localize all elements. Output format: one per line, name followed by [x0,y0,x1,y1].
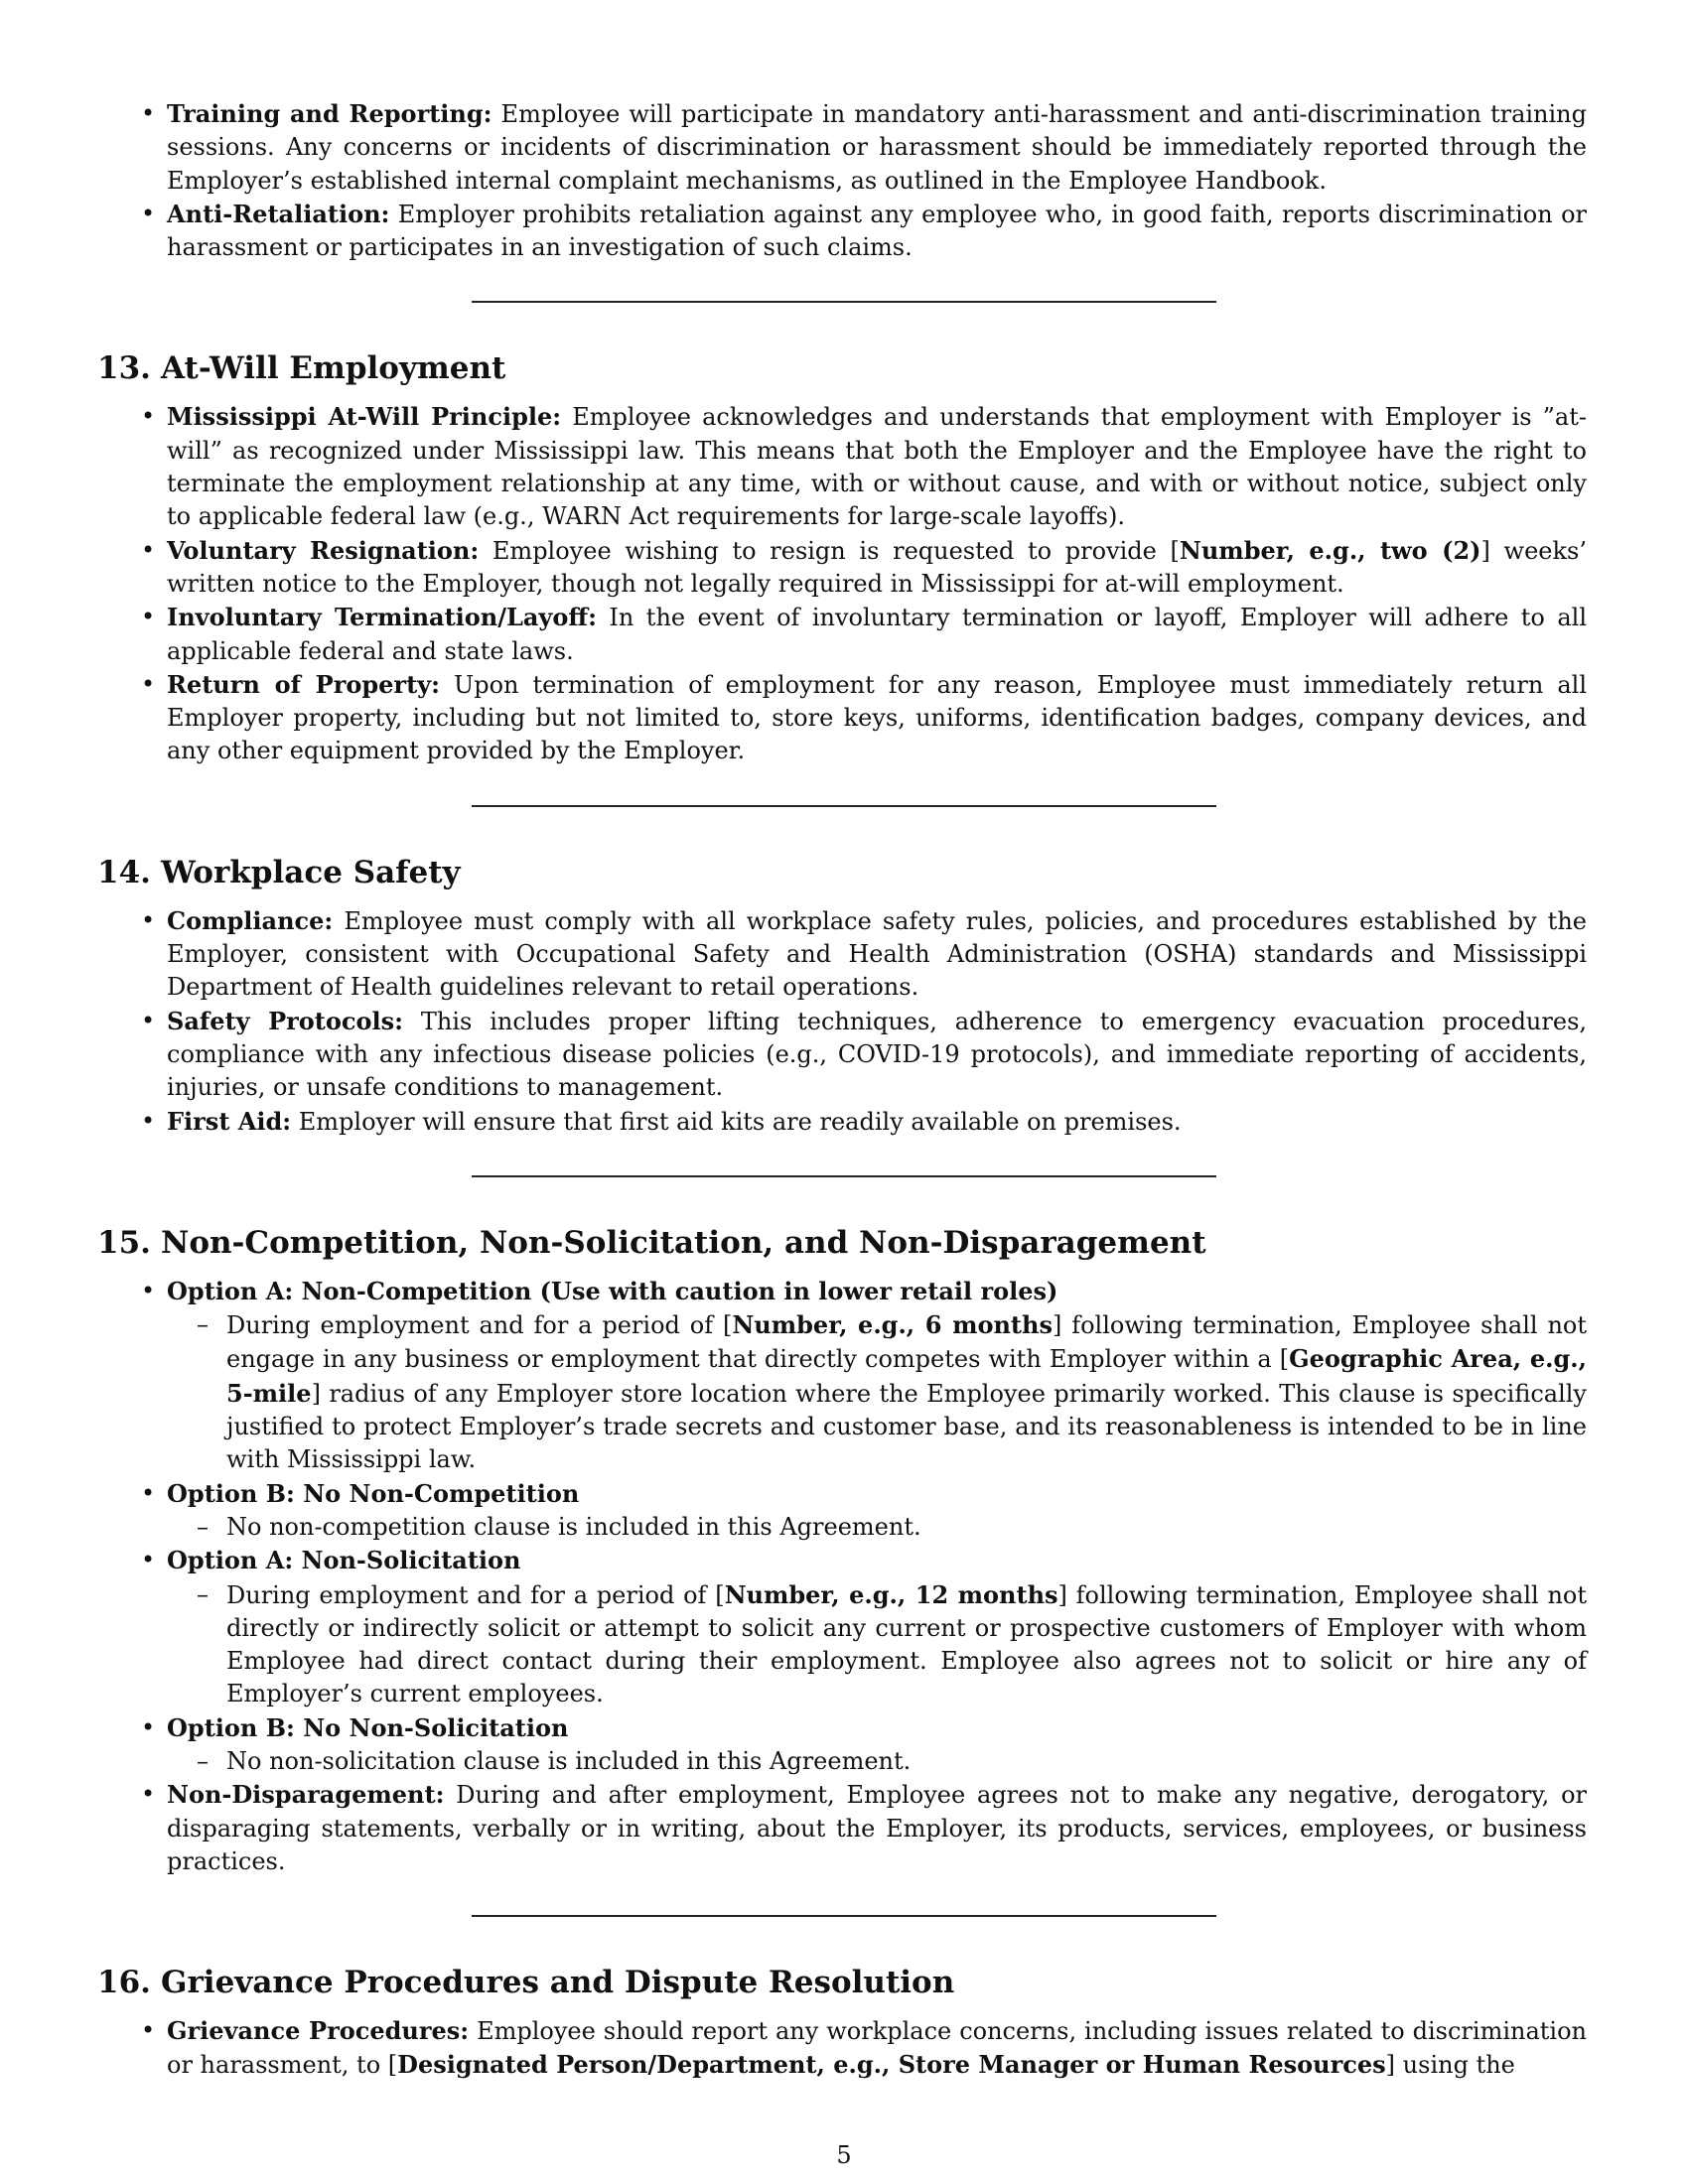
list-item: • Involuntary Termination/Layoff: In the event of involuntary termination or layoff, Employer will adhere to all applicable federal and state laws. [97,601,1587,668]
section-12-list [97,97,1587,264]
section-heading-16: 16. Grievance Procedures and Dispute Resolution [97,1965,955,2001]
list-item: • Compliance: Employee must comply with all workplace safety rules, policies, and procedures established by the Employer, consistent with Occupational Safety and Health Administration (OSHA) standards and Mississippi Department of Health guidelines relevant to retail operations. [97,904,1587,1005]
section-heading-13: 13. At-Will Employment [97,350,506,387]
list-item: • Anti-Retaliation: Employer prohibits retaliation against any employee who, in good faith, reports discrimination or harassment or participates in an investigation of such claims. [97,198,1587,265]
section-heading-15: 15. Non-Competition, Non-Solicitation, and Non-Disparagement [97,1224,1206,1261]
list-item: • Training and Reporting: Employee will participate in mandatory anti-harassment and anti-discrimination training sessions. Any concerns or incidents of discrimination or harassment should be immediately reported through the Employer’s established internal complaint mechanisms, as outlined in the Employee Handbook. [97,97,1587,198]
sub-list-item: – No non-competition clause is included in this Agreement. [167,1511,1587,1544]
list-item: • Non-Disparagement: During and after employment, Employee agrees not to make any negative, derogatory, or disparaging statements, verbally or in writing, about the Employer, its products, services, employees, or business practices. [97,1778,1587,1878]
section-14-list [97,904,1587,1139]
list-item: • First Aid: Employer will ensure that first aid kits are readily available on premises. [97,1105,1587,1139]
sub-list [167,1511,1587,1544]
sub-list-item: – No non-solicitation clause is included in this Agreement. [167,1745,1587,1778]
section-15-list [97,1275,1587,1878]
list-item: • Option A: Non-Competition (Use with caution in lower retail roles) – During employment and for a period of [Number, e.g., 6 months] following termination, Employee shall not engage in any business or employment that directly competes with Employer within a [Geographic Area, e.g., 5-mile] radius of any Employer store location where the Employee primarily worked. This clause is specifically justified to protect Employer’s trade secrets and customer base, and its reasonableness is intended to be in line with Mississippi law. [97,1275,1587,1477]
list-item: • Mississippi At-Will Principle: Employee acknowledges and understands that employment with Employer is ”at-will” as recognized under Mississippi law. This means that both the Employer and the Employee have the right to terminate the employment relationship at any time, with or without cause, and with or without notice, subject only to applicable federal law (e.g., WARN Act requirements for large-scale layoffs). [97,400,1587,533]
section-heading-14: 14. Workplace Safety [97,854,461,890]
list-item: • Grievance Procedures: Employee should report any workplace concerns, including issues related to discrimination or harassment, to [Designated Person/Department, e.g., Store Manager or Human Resources] using the [97,2014,1587,2083]
list-item: • Safety Protocols: This includes proper lifting techniques, adherence to emergency evacuation procedures, compliance with any infectious disease policies (e.g., COVID-19 protocols), and immediate reporting of accidents, injuries, or unsafe conditions to management. [97,1005,1587,1105]
section-divider [472,301,1216,303]
sub-list [167,1578,1587,1711]
list-item: • Option A: Non-Solicitation – During employment and for a period of [Number, e.g., 12 months] following termination, Employee shall not directly or indirectly solicit or attempt to solicit any current or prospective customers of Employer with whom Employee had direct contact during their employment. Employee also agrees not to solicit or hire any of Employer’s current employees. [97,1544,1587,1710]
sub-list [167,1745,1587,1778]
list-item: • Option B: No Non-Competition – No non-competition clause is included in this Agreement. [97,1477,1587,1545]
list-item: • Option B: No Non-Solicitation – No non-solicitation clause is included in this Agreement. [97,1711,1587,1779]
list-item: • Return of Property: Upon termination of employment for any reason, Employee must immediately return all Employer property, including but not limited to, store keys, uniforms, identification badges, company devices, and any other equipment provided by the Employer. [97,668,1587,768]
section-divider [472,805,1216,807]
section-divider [472,1915,1216,1917]
sub-list-item: – During employment and for a period of [Number, e.g., 12 months] following termination, Employee shall not directly or indirectly solicit or attempt to solicit any current or prospective customers of Employer with whom Employee had direct contact during their employment. Employee also agrees not to solicit or hire any of Employer’s current employees. [167,1578,1587,1711]
sub-list [167,1308,1587,1476]
section-divider [472,1175,1216,1177]
section-13-list [97,400,1587,767]
section-16-list [97,2014,1587,2083]
document-body [97,97,1587,2083]
list-item: • Voluntary Resignation: Employee wishing to resign is requested to provide [Number, e.g., two (2)] weeks’ written notice to the Employer, though not legally required in Mississippi for at-will employment. [97,534,1587,602]
page-number: 5 [836,2141,852,2169]
sub-list-item: – During employment and for a period of [Number, e.g., 6 months] following termination, Employee shall not engage in any business or employment that directly competes with Employer within a [Geographic Area, e.g., 5-mile] radius of any Employer store location where the Employee primarily worked. This clause is specifically justified to protect Employer’s trade secrets and customer base, and its reasonableness is intended to be in line with Mississippi law. [167,1308,1587,1476]
